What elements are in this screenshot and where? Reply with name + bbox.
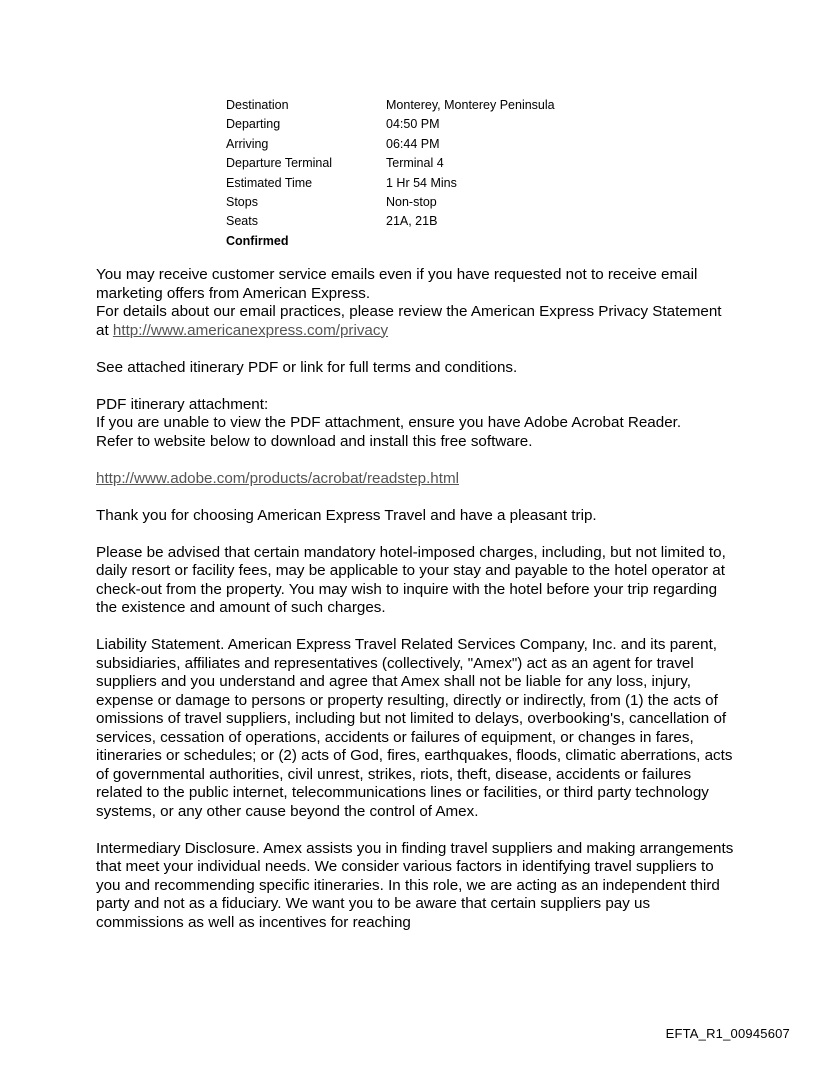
departing-label: Departing (226, 117, 281, 132)
email-notice-paragraph (96, 266, 736, 340)
estimated-time-label: Estimated Time (226, 175, 313, 190)
confirmed-status: Confirmed (226, 233, 289, 248)
flight-row-seats (226, 212, 555, 231)
privacy-link[interactable]: http://www.americanexpress.com/privacy (112, 321, 389, 339)
flight-row-destination (226, 96, 555, 115)
flight-row-departing (226, 115, 555, 134)
adobe-link[interactable]: http://www.adobe.com/products/acrobat/readstep.html (96, 469, 460, 487)
pdf-heading: PDF itinerary attachment: (96, 395, 269, 413)
intermediary-paragraph: Intermediary Disclosure. Amex assists you in finding travel suppliers and making arrangements that meet your individual needs. We consider various factors in identifying travel suppliers to you and recommending specific itineraries. In this role, we are acting as an independent third party and not as a fiduciary. We want you to be aware that certain suppliers pay us commissions as well as incentives for reaching (96, 839, 734, 931)
terms-note: See attached itinerary PDF or link for full terms and conditions. (96, 358, 518, 376)
email-notice-line2: For details about our email practices, please review the American Express Privacy Statement at (96, 303, 722, 339)
pdf-line2: Refer to website below to download and install this free software. (96, 432, 533, 450)
pdf-line1: If you are unable to view the PDF attachment, ensure you have Adobe Acrobat Reader. (96, 414, 682, 431)
departure-terminal-value: Terminal 4 (386, 156, 444, 171)
email-notice-line1: You may receive customer service emails even if you have requested not to receive email marketing offers from American Express. (96, 266, 698, 302)
hotel-charges-paragraph: Please be advised that certain mandatory hotel-imposed charges, including, but not limited to, daily resort or facility fees, may be applicable to your stay and payable to the hotel operator at check-out from the property. You may wish to inquire with the hotel before your trip regarding the existence and amount of such charges. (96, 543, 726, 616)
stops-value: Non-stop (386, 195, 437, 210)
flight-row-stops (226, 193, 555, 212)
destination-value: Monterey, Monterey Peninsula (386, 98, 555, 112)
liability-paragraph: Liability Statement. American Express Travel Related Services Company, Inc. and its parent, subsidiaries, affiliates and representatives (collectively, "Amex") act as an agent for travel suppliers and you understand and agree that Amex shall not be liable for any loss, injury, expense or damage to persons or property resulting, directly or indirectly, from (1) the acts of omissions of travel suppliers, including but not limited to delays, overbooking's, cancellation of services, cessation of operations, accidents or failures of equipment, or changes in fares, itineraries or schedules; or (2) acts of God, fires, earthquakes, floods, climatic aberrations, acts of governmental authorities, civil unrest, strikes, riots, theft, disease, accidents or failures related to the public internet, telecommunications lines or facilities, or third party technology systems, or any other cause beyond the control of Amex. (96, 636, 733, 820)
pdf-section (96, 396, 736, 452)
document-id: EFTA_R1_00945607 (665, 1026, 790, 1041)
flight-row-status (226, 232, 555, 251)
stops-label: Stops (226, 195, 258, 210)
adobe-link-paragraph (96, 470, 736, 489)
seats-label: Seats (226, 214, 258, 229)
arriving-value: 06:44 PM (386, 136, 440, 151)
arriving-label: Arriving (226, 136, 269, 151)
flight-row-arriving (226, 135, 555, 154)
flight-details-table (226, 96, 555, 251)
estimated-time-value: 1 Hr 54 Mins (386, 175, 457, 190)
flight-row-terminal (226, 154, 555, 173)
departing-value: 04:50 PM (386, 117, 440, 132)
thank-you-paragraph: Thank you for choosing American Express Travel and have a pleasant trip. (96, 506, 597, 524)
flight-row-estimated-time (226, 174, 555, 193)
destination-label: Destination (226, 98, 289, 112)
departure-terminal-label: Departure Terminal (226, 156, 333, 171)
seats-value: 21A, 21B (386, 214, 438, 229)
email-body (96, 266, 736, 951)
